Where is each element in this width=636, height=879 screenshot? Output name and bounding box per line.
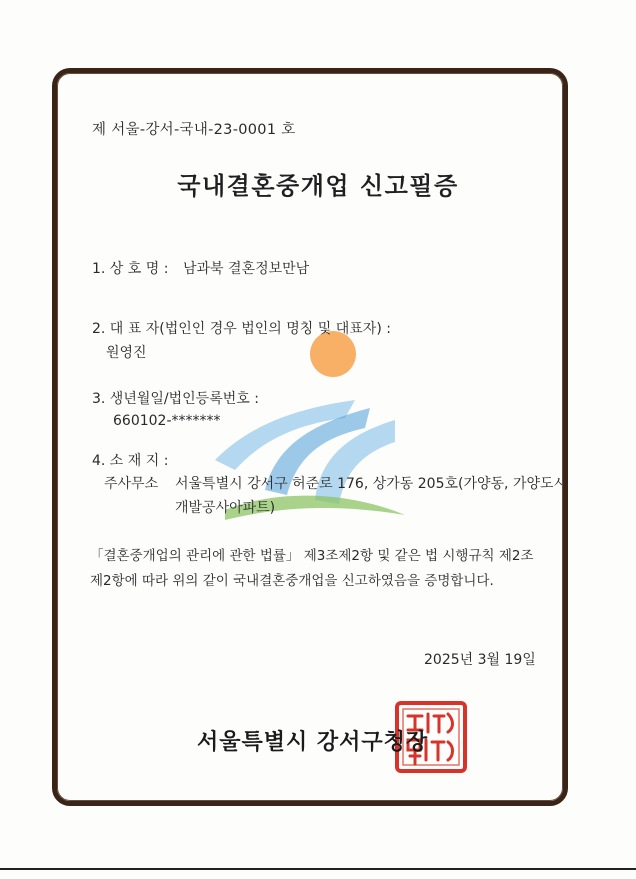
document-number: 제 서울-강서-국내-23-0001 호	[92, 122, 296, 138]
field-1-label: 1. 상 호 명 :	[92, 261, 169, 277]
birthdate-or-reg-number: 660102-*******	[113, 413, 221, 429]
statement-line-1: 「결혼중개업의 관리에 관한 법률」 제3조제2항 및 같은 법 시행규칙 제2조	[90, 548, 534, 564]
field-2-label: 2. 대 표 자(법인인 경우 법인의 명칭 및 대표자) :	[92, 321, 391, 337]
scan-edge-line	[0, 868, 636, 870]
business-name: 남과북 결혼정보만남	[183, 261, 310, 277]
document-title: 국내결혼중개업 신고필증	[177, 172, 459, 200]
field-3-label: 3. 생년월일/법인등록번호 :	[92, 391, 259, 407]
address-line-2: 개발공사아파트)	[175, 500, 276, 516]
representative-name: 원영진	[106, 345, 147, 361]
certification-statement	[90, 544, 550, 594]
field-4-label: 4. 소 재 지 :	[92, 453, 169, 469]
statement-line-2: 제2항에 따라 위의 같이 국내결혼중개업을 신고하였음을 증명합니다.	[90, 573, 494, 589]
issuing-authority: 서울특별시 강서구청장	[197, 730, 429, 755]
address-line-1: 서울특별시 강서구 허준로 176, 상가동 205호(가양동, 가양도시	[175, 476, 568, 492]
head-office-label: 주사무소	[104, 476, 159, 492]
issue-date: 2025년 3월 19일	[424, 652, 536, 668]
